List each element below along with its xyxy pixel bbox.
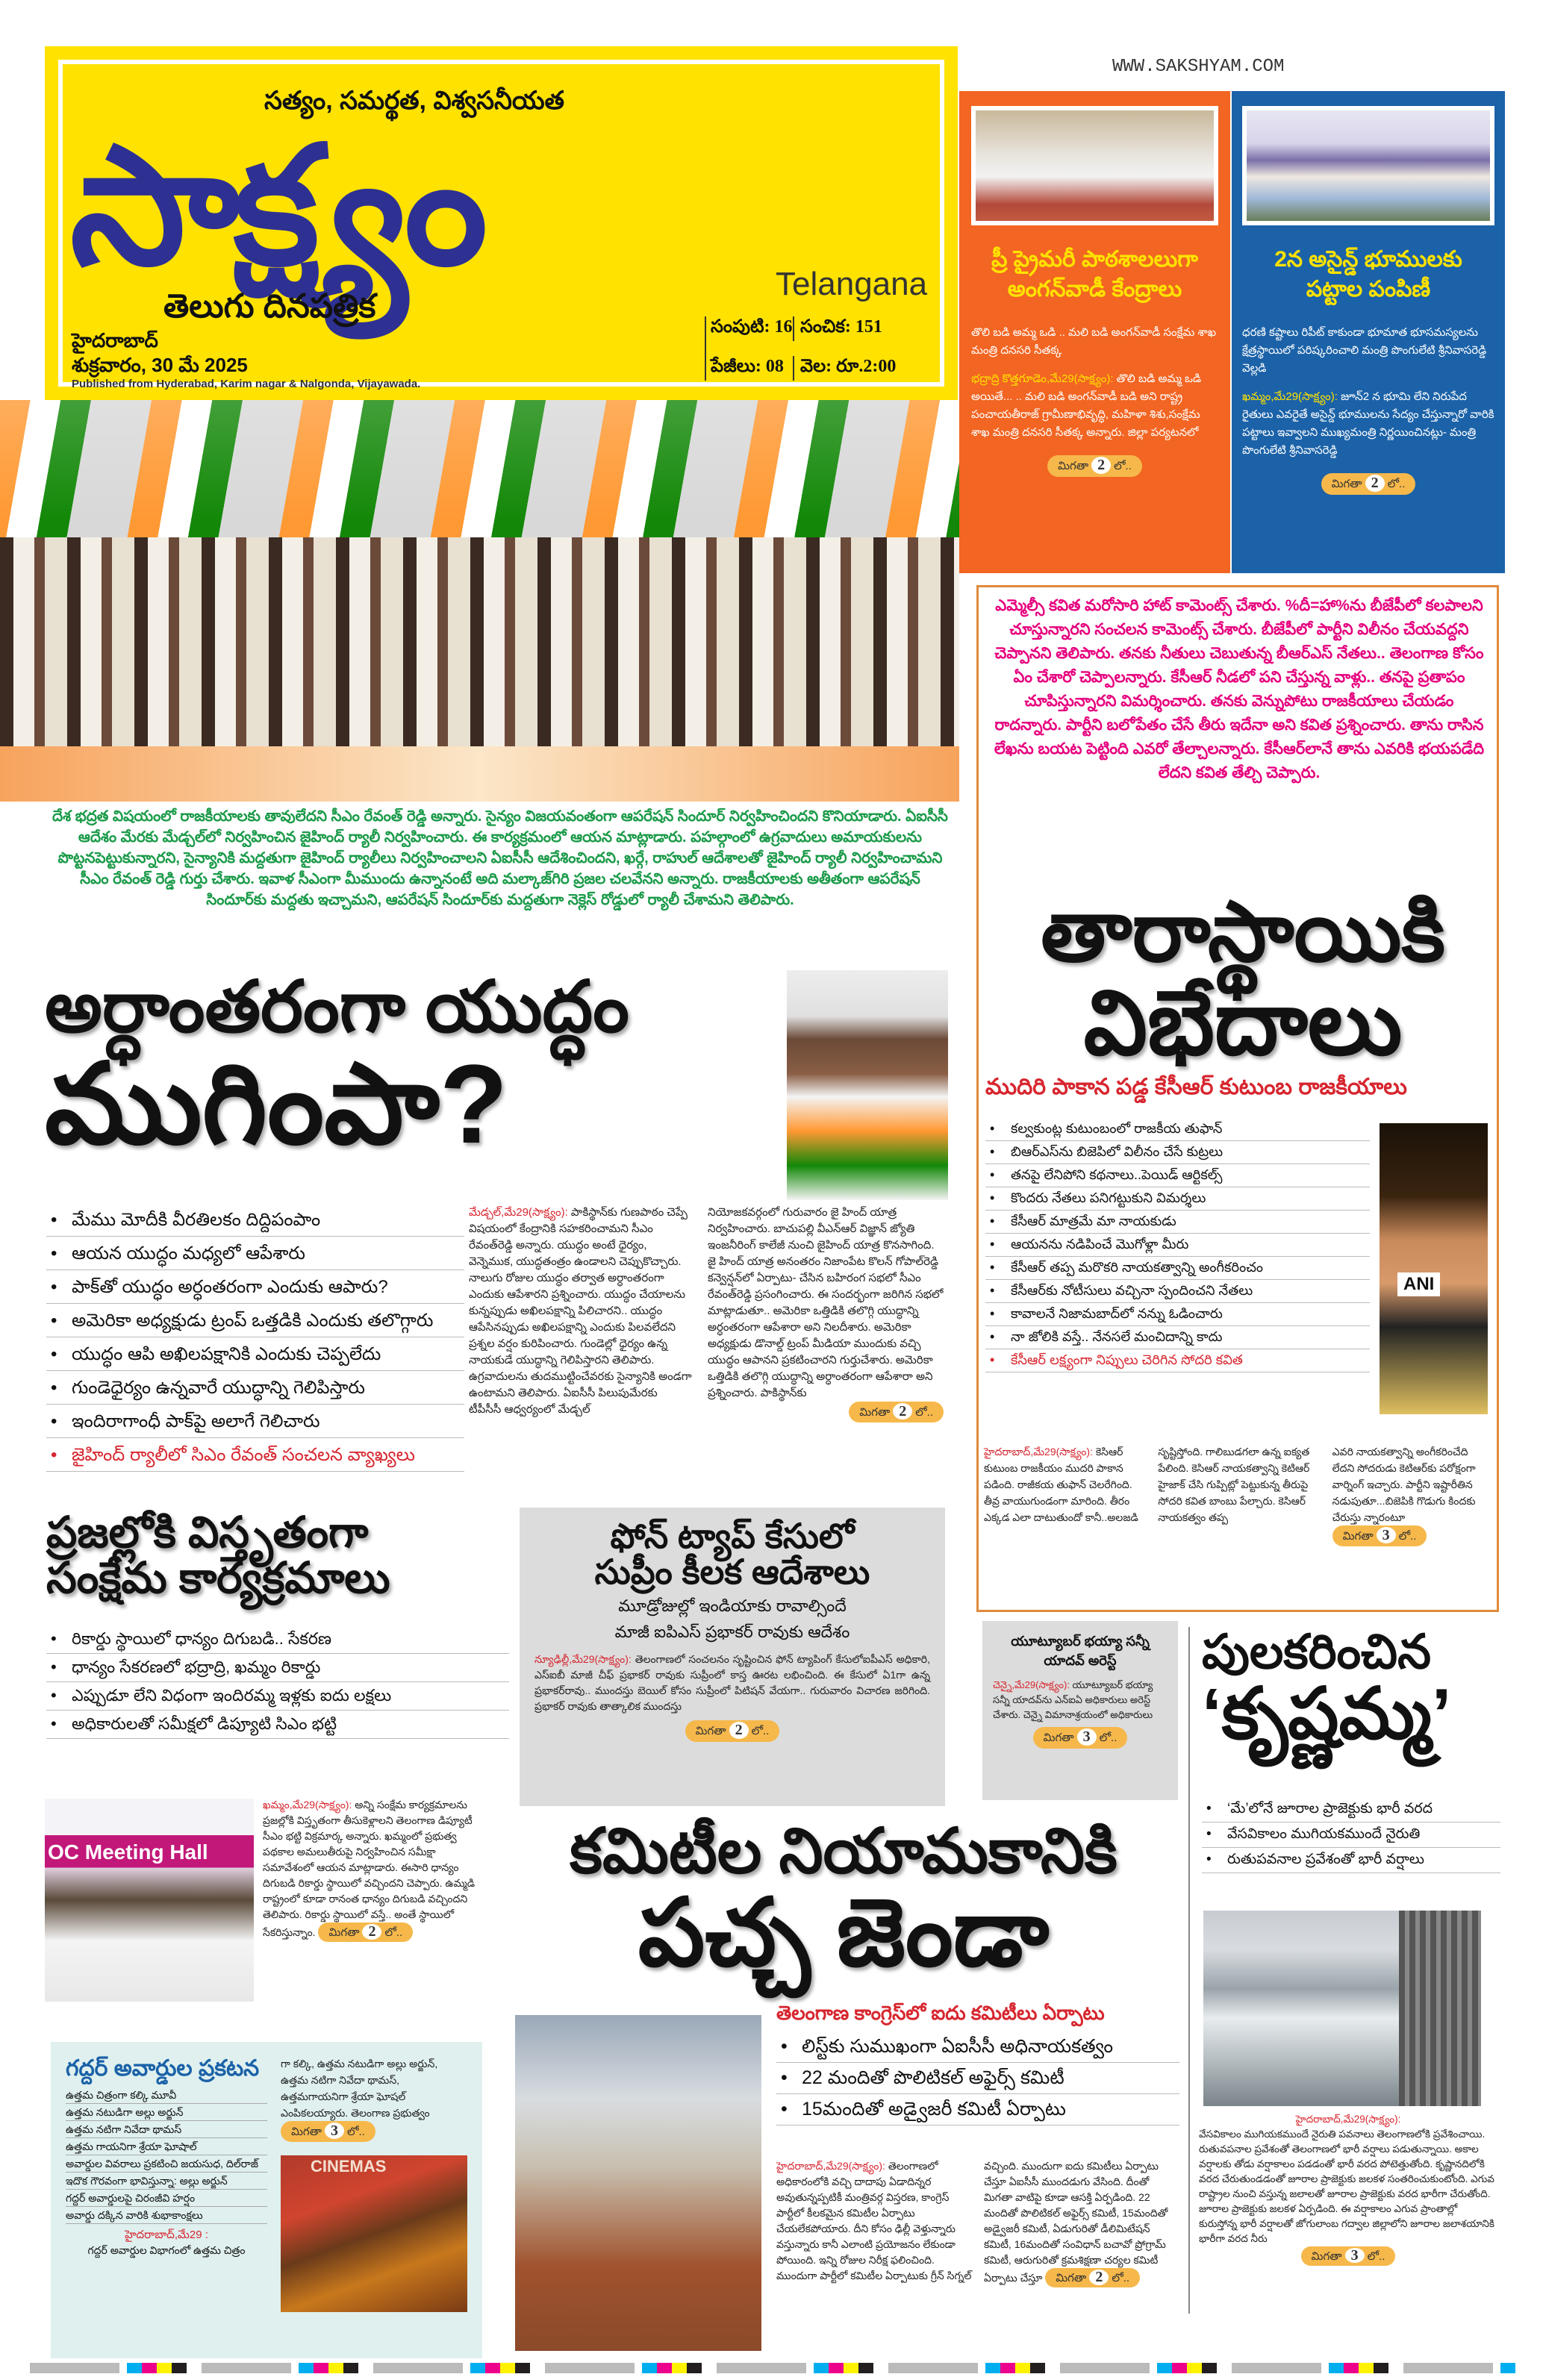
dateline: న్యూఢిల్లీ,మే29(సాక్ష్యం): xyxy=(534,1652,632,1665)
masthead-edition: Telangana xyxy=(776,266,928,302)
gaddar-right xyxy=(281,2055,467,2312)
body-text: తెలంగాణలో సంచలనం సృష్టించిన ఫోన్ ట్యాపింగ్ కేసులోఐపీఎస్ అధికారి, ఎస్ఐబీ మాజీ చీఫ్ ప్రభాకర్ రావుకు సుప్రీంలో కాస్త ఊరట లభించింది. ఈ కేసులో ఏ1గా ఉన్న ప్రభాకర్‌రావు.. ముందస్తు బెయిల్ కోసం సుప్రీంలో పిటిషన్ వేయగా.. గురువారం విచారణ జరిగింది. ప్రభాకర్ రావుకు తాత్కాలిక ముందస్తు xyxy=(534,1652,930,1712)
body-text: గద్దర్ అవార్డుల విభాగంలో ఉత్తమ చిత్రం xyxy=(87,2244,246,2256)
body-text: కెసిఆర్ కుటుంబ రాజకీయం ముదరి పాకాన పడింది. రాజీకయ తుఫాన్ చెలరేగింది. తీవ్ర వాయుగుండంగా మారింది. తీరం ఎక్కడ ఎలా దాటుతుందో కానీ..అలజడి xyxy=(984,1446,1138,1523)
print-registration-bar xyxy=(30,2363,1515,2373)
main-bullets xyxy=(46,1208,464,1476)
bullet-item: • కేసీఆర్ తప్ప మరొకరి నాయకత్వాన్ని అంగీకరించం xyxy=(985,1258,1370,1280)
bullet-item: • 15మందితో అడ్వైజరీ కమిటీ ఏర్పాటు xyxy=(776,2096,1179,2126)
continue-label: మిగతా xyxy=(291,2126,322,2138)
headline-line: ప్రీ ప్రైమరీ పాఠశాలలుగా xyxy=(991,247,1198,272)
headline-line: ముగింపా? xyxy=(45,1040,508,1166)
page-number: 2 xyxy=(362,1924,381,1940)
headline-line: ప్రజల్లోకి విస్తృతంగా xyxy=(46,1508,369,1557)
page-number: 2 xyxy=(893,1403,912,1419)
rally-banner xyxy=(0,746,959,802)
continue-label: మిగతా xyxy=(1043,1731,1074,1744)
masthead-meta xyxy=(705,316,899,381)
continue-suffix: లో.. xyxy=(1112,2272,1130,2284)
headline-line: పచ్చ జెండా xyxy=(638,1880,1050,1986)
continue-label: మిగతా xyxy=(1058,460,1089,472)
continue-suffix: లో.. xyxy=(1099,1731,1117,1744)
welfare-body xyxy=(263,1797,487,1942)
body-text: అన్ని సంక్షేమ కార్యక్రమాలను ప్రజల్లోకి విస్తృతంగా తీసుకెళ్లాలని తెలంగాణ డిప్యూటీ సీఎం భట్టి విక్రమార్క అన్నారు. ఖమ్మంలో ప్రభుత్వ పథకాల అమలుతీరుపై నిర్వహించిన సమీక్షా సమావేశంలో ఆయన మాట్లాడారు. ఈసారి ధాన్యం దిగుబడి రికార్డు స్థాయిలో వచ్చిందని చెప్పారు. ఉమ్మడి రాష్ట్రంలో కూడా రానంత ధాన్యం దిగుబడి వచ్చిందని తెలిపారు. రికార్డు స్థాయిలో వస్తే.. అంతే స్థాయిలో సేకరిస్తున్నాం. xyxy=(263,1799,476,1938)
masthead-logo: సాక్ష్యం xyxy=(70,114,482,298)
page-number: 3 xyxy=(325,2123,344,2139)
headline-line: ఫోన్ ట్యాప్ కేసులో xyxy=(610,1517,855,1555)
ani-logo: ANI xyxy=(1397,1272,1440,1296)
welfare-bullets xyxy=(46,1627,509,1740)
photo-allu-arjun xyxy=(281,2155,467,2312)
bullet-item: • కేసీఆర్‌కు నోటీసులు వచ్చినా స్పందించని నేతలు xyxy=(985,1281,1370,1303)
bullet-item: • గుండెధైర్యం ఉన్నవారే యుద్ధాన్ని గెలిపిస్తారు xyxy=(46,1375,464,1405)
continue-suffix: లో.. xyxy=(384,1926,403,1939)
committee-headline xyxy=(508,1816,1179,1986)
bullet-item: • బిఆర్ఎస్‌ను బిజెపిలో విలీనం చేసే కుట్రలు xyxy=(985,1143,1370,1164)
bullet-item: • పాక్‌తో యుద్ధం అర్ధంతరంగా ఎందుకు ఆపారు? xyxy=(46,1275,464,1304)
story-body xyxy=(971,370,1218,442)
award-item: ఉత్తమ నటిగా నివేదా థామస్ xyxy=(66,2121,267,2138)
bullet-item: • కల్వకుంట్ల కుటుంబంలో రాజకీయ తుఫాన్ xyxy=(985,1119,1370,1141)
body-text: తెలంగాణలో అధికారంలోకి వచ్చి దాదాపు ఏడాదిన్నర అవుతున్నప్పటికీ మంత్రివర్గ విస్తరణ, కాంగ్రెస్ పార్టీలో కీలకమైన కమిటీల ఏర్పాటు చేయలేకపోయారు. దీని కోసం ఢిల్లీ వెళ్తున్నారు వస్తున్నారు కానీ ఎలాంటి ప్రయోజనం లేకుండా పోయింది. ఇన్ని రోజుల నిరీక్ష ఫలించింది. ముందుగా పార్టీలో కమిటీల ఏర్పాటుకు గ్రీన్ సిగ్నల్ xyxy=(776,2160,972,2281)
award-item: ఇదొక గౌరవంగా భావిస్తున్నా: అల్లు అర్జున్ xyxy=(66,2173,267,2190)
kcr-body xyxy=(984,1443,1491,1546)
headline xyxy=(1242,245,1494,304)
continued-button[interactable] xyxy=(1045,2268,1140,2287)
page-number: 3 xyxy=(1377,1527,1396,1543)
price: వెల: రూ.2:00 xyxy=(800,357,897,376)
photo-anganwadi-event xyxy=(971,106,1218,225)
bullet-item: • కావాలనే నిజామబాద్‌లో నన్ను ఓడించారు xyxy=(985,1305,1370,1326)
masthead-subtitle: తెలుగు దినపత్రిక xyxy=(163,288,376,325)
continue-label: మిగతా xyxy=(1056,2272,1087,2284)
body-text: వచ్చింది. ముందుగా ఐదు కమిటీలు ఏర్పాటు చేస్తూ ఏఐసీసీ ముందడుగు వేసింది. దీంతో మిగతా వాటిపై కూడా ఆసక్తి ఏర్పడింది. 22 మందితో పొలిటికల్ అఫైర్స్ కమిటీ, 15మందితో అడ్వైజరీ కమిటీ, ఏడుగురితో డీలిమిటేషన్ కమిటీ, 16మందితో సంవిధాన్ బచావో ప్రోగ్రామ్ కమిటీ, ఆరుగురితో క్రమశిక్షణా చర్యల కమిటీ ఏర్పాటు చేస్తూ xyxy=(984,2160,1168,2284)
main-body-col2 xyxy=(708,1205,944,1422)
body-text: పాకిస్థాన్‌కు గుణపాఠం చెప్పే విషయంలో కేంద్రానికి సహకరించామని సీఎం రేవంత్‌రెడ్డి అన్నారు. యుద్ధం అంటే ధైర్యం, వెన్నెముక, యుద్ధతంత్రం ఉండాలని చెప్పుకొచ్చారు. నాలుగు రోజుల యుద్ధం తర్వాత అర్ధాంతరంగా ఎందుకు ఆపేశారని ప్రశ్నించారు. యుద్ధం చేయాలను కున్నప్పుడు అఖిలపక్షాన్ని పిలిచారని.. యుద్ధం ఆపేసినప్పుడు అఖిలపక్షాన్ని ఎందుకు పిలవలేదని ప్రశ్నల వర్షం కురిపించారు. గుండెల్లో ధైర్యం ఉన్న నాయకుడే యుద్ధాన్ని గెలిపిస్తారని తెలిపారు. ఉగ్రవాదులను తుదముట్టించేవరకు సైన్యానికి అండగా ఉంటామని తెలిపారు. ఏఐసీసీ పిలుపుమేరకు టీపీసీసీ ఆధ్వర్యంలో మేడ్చల్ xyxy=(469,1206,692,1416)
masthead-date: శుక్రవారం, 30 మే 2025 xyxy=(72,354,248,376)
dateline: హైదరాబాద్,మే29 : xyxy=(125,2228,208,2241)
continued-button[interactable] xyxy=(849,1402,944,1422)
photo-banner-text: OC Meeting Hall xyxy=(48,1840,208,1864)
headline-line: కమిటీల నియామకానికి xyxy=(570,1816,1117,1886)
body-col xyxy=(776,2158,972,2287)
subhead: మాజీ ఐపిఎస్ ప్రభాకర్ రావుకు ఆదేశం xyxy=(614,1622,850,1641)
story-gaddar-awards xyxy=(51,2042,482,2358)
bullet-item: • రుతుపవనాల ప్రవేశంతో భారీ వర్షాలు xyxy=(1202,1849,1500,1873)
award-item: ఉత్తమ గాయనిగా శ్రేయా ఘోషాల్ xyxy=(66,2138,267,2155)
dateline: ఖమ్మం,మే29(సాక్ష్యం): xyxy=(263,1799,352,1811)
story-phone-tapping xyxy=(520,1508,945,1806)
continue-suffix: లో.. xyxy=(915,1406,933,1419)
award-item: ఉత్తమ చిత్రంగా కల్కి మూవీ xyxy=(66,2087,267,2104)
committee-body xyxy=(776,2158,1179,2287)
photo-gandhi-bhavan xyxy=(515,2015,761,2351)
continue-label: మిగతా xyxy=(695,1724,726,1737)
body-text: నియోజకవర్గంలో గురువారం జై హింద్ యాత్ర నిర్వహించారు. బాచుపల్లి వీఎన్ఆర్ విజ్ఞాన్ జ్యోతి ఇంజనీరింగ్ కాలేజీ నుంచి జైహింద్ యాత్ర కొనసాగింది. జై హింద్ యాత్ర అనంతరం నిజాంపేట కొలన్ గోపాల్‌రెడ్డి కన్వెన్షన్‌లో ఏర్పాటు- చేసిన బహిరంగ సభలో సీఎం రేవంత్‌రెడ్డి ప్రసంగించారు. ఈ సందర్భంగా జరిగిన సభలో మాట్లాడుతూ.. అమెరికా ఒత్తిడికి తలొగ్గి యుద్ధాన్ని అర్ధంతరంగా ఆపేశారా అని నిలదీశారు. అమెరికా అధ్యక్షుడు డొనాల్డ్ ట్రంప్ మీడియా ముందుకు వచ్చి యుద్ధం ఆపానని ప్రకటించారని గుర్తుచేశారు. అమెరికా ఒత్తిడికి తలొగ్గి యుద్ధాన్ని అర్ధాంతరంగా ఆపేశారా అని ప్రశ్నించారు. పాకిస్థాన్‌కు xyxy=(708,1206,944,1399)
body-col xyxy=(984,2158,1179,2287)
dateline: భద్రాద్రి కొత్తగూడెం,మే29(సాక్ష్యం): xyxy=(971,372,1114,385)
continue-label: మిగతా xyxy=(1331,478,1362,490)
kcr-headline xyxy=(989,885,1497,1073)
dateline: హైదరాబాద్,మే29(సాక్ష్యం): xyxy=(1295,2114,1401,2125)
body-text: జూన్2 న భూమి లేని నిరుపేద రైతులు ఎవరైతే అసైన్డ్ భూములను సేద్యం చేస్తున్నారో వారికి పట్టాలు ఇవ్వాలని ముఖ్యమంత్రి నిర్ణయించినట్లు- మంత్రి పొంగులేటి శ్రీనివాసరెడ్డి xyxy=(1242,390,1494,457)
continue-label: మిగతా xyxy=(1311,2250,1342,2263)
youtuber-headline: యూట్యూబర్ భయ్యా సన్నీ యాదవ్ అరెస్ట్ xyxy=(1011,1634,1150,1668)
bullet-item: • యుద్ధం ఆపి అఖిలపక్షానికి ఎందుకు చెప్పలేదు xyxy=(46,1342,464,1371)
headline-line: అర్ధాంతరంగా యుద్ధం xyxy=(45,967,629,1047)
bullet-item: • జైహింద్ ర్యాలీలో సిఎం రేవంత్ సంచలన వ్యాఖ్యలు xyxy=(46,1443,464,1472)
body-col: సృష్టిస్తోంది. గాలిబుడగలా ఉన్న ఐక్యత పేలింది. కెసిఆర్ నాయకత్వాన్ని కెటిఆర్ హైజాక్ చేసి గుప్పిట్లో పెట్టుకున్న తీరుపై సోదరి కవిత బాంబు పేల్చారు. కెసిఆర్ నాయకత్వం తప్ప xyxy=(1158,1446,1310,1523)
website[interactable]: WWW.SAKSHYAM.COM xyxy=(1112,57,1285,77)
bullet-item: • ఎప్పుడూ లేని విధంగా ఇందిరమ్మ ఇళ్లకు ఐదు లక్షలు xyxy=(46,1684,509,1711)
continue-suffix: లో.. xyxy=(1114,460,1132,472)
bullet-item: • ఆయనను నడిపించే మొగోళ్లా మీరు xyxy=(985,1235,1370,1257)
bullet-item: • 22 మందితో పొలిటికల్ అఫైర్స్ కమిటీ xyxy=(776,2064,1179,2094)
bullet-item: • వేసవికాలం ముగియకముందే నైరుతి xyxy=(1202,1824,1500,1848)
award-item: అవార్డుల వివరాలు ప్రకటించి జయసుధ, దిల్‌రాజ్ xyxy=(66,2155,267,2173)
body-text: తొలి బడి అమ్మ ఒడి అయితే... .. మలి బడి అంగన్‌వాడీ బడి అని రాష్ట్ర పంచాయతీరాజ్ గ్రామీణాభివృద్ధి, మహిళా శిశు,సంక్షేమ శాఖ మంత్రి దనసరి సీతక్క అన్నారు. జిల్లా పర్యటనలో xyxy=(971,372,1202,439)
bullet-item: • కొందరు నేతలు పనిగట్టుకుని విమర్శలు xyxy=(985,1189,1370,1211)
body-text: గా కల్కి, ఉత్తమ నటుడిగా అల్లు అర్జున్, ఉత్తమ నటిగా నివేదా థామస్, ఉత్తమగాయనిగా శ్రేయా ఘోషల్ ఎంపికలయ్యారు. తెలంగాణ ప్రభుత్వం xyxy=(281,2058,438,2119)
krishna-body xyxy=(1199,2112,1497,2266)
masthead-tagline: సత్యం, సమర్థత, విశ్వసనీయత xyxy=(264,87,564,115)
page-number: 3 xyxy=(1345,2248,1365,2263)
award-item: గద్దర్ అవార్డులపై చిరంజీవి హర్షం xyxy=(66,2190,267,2207)
dateline: హైదరాబాద్,మే29(సాక్ష్యం): xyxy=(776,2160,885,2172)
main-headline xyxy=(45,967,784,1166)
story-body xyxy=(281,2055,467,2142)
body-col xyxy=(1332,1443,1491,1546)
continue-suffix: లో.. xyxy=(1387,478,1406,490)
krishna-headline xyxy=(1202,1625,1500,1755)
committee-subhead: తెలంగాణ కాంగ్రెస్‌లో ఐదు కమిటీలు ఏర్పాటు xyxy=(776,2002,1105,2024)
continued-button[interactable] xyxy=(1033,1727,1128,1749)
continued-button[interactable] xyxy=(685,1720,780,1742)
bullet-item: • ఇందిరాగాంధీ పాక్‌పై అలాగే గెలిచారు xyxy=(46,1409,464,1438)
headline-line: ‘కృష్ణమ్మ’ xyxy=(1202,1674,1452,1755)
gaddar-left xyxy=(66,2055,267,2312)
continue-suffix: లో.. xyxy=(1367,2250,1385,2263)
story-body xyxy=(993,1678,1168,1722)
photo-text: CINEMAS xyxy=(311,2157,387,2176)
subhead: మూడ్రోజుల్లో ఇండియాకు రావాల్సిందే xyxy=(618,1596,847,1615)
photo-bhatti-vikramarka xyxy=(45,1799,254,2002)
page-number: 2 xyxy=(1089,2270,1109,2285)
bullet-item: • మేము మోదీకి వీరతిలకం దిద్దిపంపాం xyxy=(46,1208,464,1237)
bullet-item: • ధాన్యం సేకరణలో భద్రాద్రి, ఖమ్మం రికార్డు xyxy=(46,1655,509,1682)
body-text: యూట్యూబర్ భయ్యా సన్నీ యాదవ్‌ను ఎన్ఐఏ అధికారులు అరెస్ట్ చేశారు. చెన్నై విమానాశ్రయంలో అధికారులు xyxy=(993,1679,1153,1720)
photo-revanth-reddy xyxy=(787,970,948,1200)
bullet-item: • అధికారులతో సమీక్షలో డిప్యూటి సిఎం భట్టి xyxy=(46,1712,509,1739)
headline-line: సుప్రీం కీలక ఆదేశాలు xyxy=(594,1552,870,1592)
issue: సంచిక: 151 xyxy=(800,317,882,337)
bullet-item: • కేసీఆర్ మాత్రమే మా నాయకుడు xyxy=(985,1212,1370,1234)
story-youtuber-arrest xyxy=(982,1621,1178,1800)
bullet-item: • తనపై లేనిపోని కథనాలు..పెయిడ్ ఆర్టికల్స్ xyxy=(985,1166,1370,1187)
masthead xyxy=(45,46,958,400)
headline-line: తారాస్థాయికి xyxy=(1041,885,1445,978)
masthead-city: హైదరాబాద్ xyxy=(72,329,158,352)
continued-button[interactable] xyxy=(1332,1525,1427,1546)
continue-suffix: లో.. xyxy=(347,2126,365,2138)
volume: సంపుటి: 16 xyxy=(711,316,794,341)
krishna-bullets xyxy=(1202,1799,1500,1875)
dateline: చెన్నై,మే29(సాక్ష్యం): xyxy=(993,1679,1070,1690)
phone-tap-headline xyxy=(534,1518,930,1590)
summary: తొలి బడి అమ్మ ఒడి .. మలి బడి అంగన్‌వాడీ సంక్షేమ శాఖ మంత్రి దనసరి సీతక్క xyxy=(971,326,1217,357)
bullet-item: • ‘మే’లోనే జూరాల ప్రాజెక్టుకు భారీ వరద xyxy=(1202,1799,1500,1823)
page-number: 2 xyxy=(1091,457,1111,474)
bullet-item: • రికార్డు స్థాయిలో ధాన్యం దిగుబడి.. సేకరణ xyxy=(46,1627,509,1654)
continued-button[interactable] xyxy=(1301,2246,1396,2266)
headline-line: సంక్షేమ కార్యక్రమాలు xyxy=(46,1553,390,1602)
photo-minister-ponguleti xyxy=(1242,106,1494,225)
pages: పేజీలు: 08 xyxy=(711,356,794,381)
main-body-col1 xyxy=(469,1205,693,1418)
headline-line: పులకరించిన xyxy=(1202,1625,1432,1678)
continue-label: మిగతా xyxy=(328,1926,360,1939)
dateline: మేడ్చల్,మే29(సాక్ష్యం): xyxy=(469,1206,568,1219)
continued-button[interactable] xyxy=(318,1923,413,1942)
rally-caption: దేశ భద్రత విషయంలో రాజకీయాలకు తావులేదని సీఎం రేవంత్ రెడ్డి అన్నారు. సైన్యం విజయవంతంగా ఆపరేషన్ సిందూర్ నిర్వహించిందని కొనియాడారు. ఏఐసీసీ ఆదేశం మేరకు మేడ్చల్‌లో నిర్వహించిన జైహింద్ ర్యాలీ నిర్వహించారు. ఈ కార్యక్రమంలో ఆయన మాట్లాడారు. పహల్గాంలో ఉగ్రవాదులు అమాయకులను పొట్టనపెట్టుకున్నారని, సైన్యానికి మద్దతుగా జైహింద్ ర్యాలీలు నిర్వహించాలని ఏఐసీసీ ఆదేశించిందని, ఖర్గే, రాహుల్ ఆదేశాలతో జైహింద్ ర్యాలీ నిర్వహించామని సీఎం రేవంత్ రెడ్డి గుర్తు చేశారు. ఇవాళ సీఎంగా మీముందు ఉన్నానంటే అది మల్కాజ్‌గిరి ప్రజల చలవేనని అన్నారు. రాజకీయాలకు అతీతంగా ఆపరేషన్ సిందూర్‌కు మద్దతు ఇచ్చామని, ఆపరేషన్ సిందూర్‌కు మద్దతుగా నెక్లెస్ రోడ్డులో ర్యాలీ చేశామని తెలిపారు. xyxy=(52,808,948,908)
page-number: 2 xyxy=(1365,475,1385,492)
page-number: 2 xyxy=(729,1722,749,1739)
body-col xyxy=(984,1443,1143,1546)
summary: ధరణి కష్టాలు రిపీట్ కాకుండా భూమాత భూసమస్యలను క్షేత్రస్థాయిలో పరిష్కరించాలి మంత్రి పొంగులేటి శ్రీనివాసరెడ్డి వెల్లడి xyxy=(1242,326,1487,375)
continued-button[interactable] xyxy=(1321,473,1416,495)
story-body xyxy=(534,1652,930,1714)
masthead-published: Published from Hyderabad, Karim nagar & Nalgonda, Vijayawada. xyxy=(72,378,421,390)
continue-suffix: లో.. xyxy=(751,1724,770,1737)
committee-bullets xyxy=(776,2033,1179,2127)
award-item: ఉత్తమ నటుడిగా అల్లు అర్జున్ xyxy=(66,2104,267,2121)
rally-crowd xyxy=(0,537,959,761)
bullet-item: • అమెరికా అధ్యక్షుడు ట్రంప్ ఒత్తడికి ఎందుకు తలొగ్గారు xyxy=(46,1308,464,1337)
headline xyxy=(971,245,1218,304)
story-anganwadi xyxy=(959,91,1230,573)
continue-suffix: లో.. xyxy=(1398,1530,1417,1543)
headline-line: 2న అసైన్డ్ భూములకు xyxy=(1274,247,1462,272)
award-item: అవార్డు దక్కిన వారికి శుభాకాంక్షలు xyxy=(66,2207,267,2224)
dateline: ఖమ్మం,మే29(సాక్ష్యం): xyxy=(1242,390,1338,403)
headline-line: విభేదాలు xyxy=(1083,972,1403,1073)
story-body xyxy=(1242,388,1494,460)
kavitha-intro: ఎమ్మెల్సీ కవిత మరోసారి హాట్ కామెంట్స్ చేశారు. %దీ=హా%ను బీజేపీలో కలపాలని చూస్తున్నారని సంచలన కామెంట్స్ చేశారు. బీజేపీలో పార్టీని విలీనం చేయవద్దని చెప్పానని తెలిపారు. తనకు నీతులు చెబుతున్న బీఆర్ఎస్ నేతలు.. తెలంగాణ కోసం ఏం చేశారో చెప్పాలన్నారు. కేసీఆర్ నీడలో పని చేస్తున్న వాళ్లు.. తనపై ప్రతాపం చూపిస్తున్నారని విమర్శించారు. తనకు వెన్నుపోటు రాజకీయాలు చేయడం రాదన్నారు. పార్టీని బలోపేతం చేసే తీరు ఇదేనా అని కవిత ప్రశ్నించారు. తాను రాసిన లేఖను బయట పెట్టింది ఎవరో తేల్చాలన్నారు. కేసీఆర్‌లానే తాను ఎవరికి భయపడేది లేదని కవిత తేల్చి చెప్పారు. xyxy=(994,597,1485,781)
continued-button[interactable] xyxy=(1047,455,1142,477)
photo-jurala-project xyxy=(1203,1911,1481,2106)
body-text: ఎవరి నాయకత్వాన్ని అంగీకరించేది లేదని సోదరుడు కెటిఆర్‌కు పరోక్షంగా వార్నింగ్ ఇచ్చారు. పార్టీని ఇష్టారీతిన నడుపుతూ...బిజెపికి గొడుగు కిందకు చేరుస్తు న్నారంటూ xyxy=(1332,1446,1476,1523)
bullet-item: • కేసీఆర్ లక్ష్యంగా నిప్పులు చెరిగిన సోదరి కవిత xyxy=(985,1351,1370,1372)
bullet-item: • లిస్ట్‌కు సుముఖంగా ఏఐసీసీ అధినాయకత్వం xyxy=(776,2033,1179,2063)
kcr-subhead: ముదిరి పాకాన పడ్డ కేసీఆర్ కుటుంబ రాజకీయాలు xyxy=(985,1075,1493,1105)
dateline: హైదరాబాద్,మే29(సాక్ష్యం): xyxy=(984,1446,1093,1458)
story-assigned-lands xyxy=(1232,91,1505,573)
bullet-item: • ఆయన యుద్ధం మధ్యలో ఆపేశారు xyxy=(46,1241,464,1270)
page-number: 3 xyxy=(1077,1728,1097,1746)
continued-button[interactable] xyxy=(281,2121,375,2142)
continue-label: మిగతా xyxy=(859,1406,891,1419)
body-text: వేసవికాలం ముగియకముందే నైరుతి పవనాలు తెలంగాణలోకి ప్రవేశించాయి. రుతువపనాల ప్రవేశంతో తెలంగాణలో భారీ వర్షాలు పడుతున్నాయి. అకాల వర్షాలకు తోడు వర్షాకాలం పడడంతో భారీ వరద పోటెత్తుతోంది. కృష్ణానదిలోకి వరద చేరుతుండడంతో జూరాల ప్రాజెక్టుకు జలకళ సంతరించుకుంటోంది. ఎగువ రాష్ట్రాల నుంచి వస్తున్న జలాలతో జూరాల ప్రాజెక్టుకు వరద భారీగా చేరుతోంది. జూరాల ప్రాజెక్టుకు జలకళ ఏర్పడింది. ఈ వర్షాకాలం ఎగువ ప్రాంతాల్లో కురుస్తోన్న భారీ వర్షాలతో జోగులాంబ గద్వాల జిల్లాలోని జూరాల జలాశయానికి భారీగా వరద నీరు xyxy=(1199,2128,1494,2244)
kcr-bullets xyxy=(985,1119,1370,1374)
photo-kavitha xyxy=(1380,1123,1488,1414)
headline-line: అంగన్‌వాడీ కేంద్రాలు xyxy=(1007,277,1182,302)
headline-line: పట్టాల పంపిణీ xyxy=(1306,277,1431,302)
gaddar-headline: గద్దర్ అవార్డుల ప్రకటన xyxy=(66,2056,260,2081)
bullet-item: • నా జోలికి వస్తే.. నేనసలే మంచిదాన్ని కాదు xyxy=(985,1328,1370,1349)
continue-label: మిగతా xyxy=(1342,1530,1374,1543)
column-divider xyxy=(1188,1627,1190,2314)
welfare-headline xyxy=(46,1508,509,1602)
